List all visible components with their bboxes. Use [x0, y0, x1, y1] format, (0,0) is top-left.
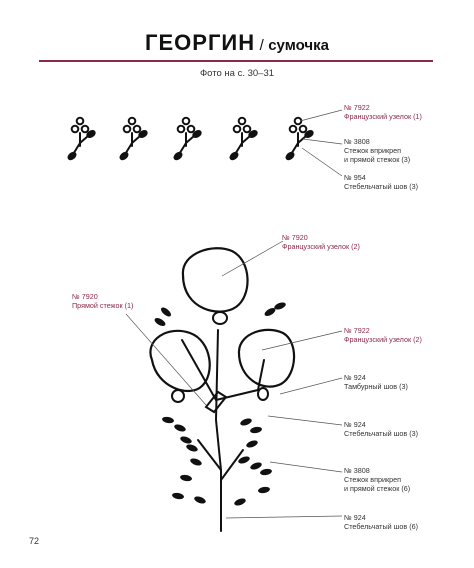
label-num: № 924 — [344, 420, 366, 429]
left-calyx — [172, 390, 184, 402]
label-7922-top — [344, 103, 422, 121]
label-text: Французский узелок (1) — [344, 112, 422, 121]
label-7920-french-knot — [282, 233, 360, 251]
right-blossom — [239, 330, 294, 387]
leader-lines — [126, 110, 342, 518]
label-num: № 3808 — [344, 466, 370, 475]
label-text: Стебельчатый шов (6) — [344, 522, 418, 531]
top-blossom — [183, 248, 248, 311]
label-text: Стежок вприкреп — [344, 146, 402, 155]
label-num: № 954 — [344, 173, 366, 182]
small-sprig-1 — [67, 118, 95, 161]
small-sprig-2 — [119, 118, 147, 161]
label-7920-straight-stitch — [72, 292, 133, 310]
label-text: Стебельчатый шов (3) — [344, 182, 418, 191]
label-7922-french-knot — [344, 326, 422, 344]
label-3808-top — [344, 137, 410, 164]
label-text: Стебельчатый шов (3) — [344, 429, 418, 438]
label-text: Тамбурный шов (3) — [344, 382, 408, 391]
label-num: № 924 — [344, 373, 366, 382]
main-stem — [216, 330, 221, 531]
label-num: № 7920 — [282, 233, 308, 242]
label-text: Стежок вприкреп — [344, 475, 402, 484]
label-num: № 7920 — [72, 292, 98, 301]
label-num: № 924 — [344, 513, 366, 522]
label-text: Прямой стежок (1) — [72, 301, 134, 310]
small-sprig-4 — [229, 118, 257, 161]
label-text: Французский узелок (2) — [282, 242, 360, 251]
label-text: Французский узелок (2) — [344, 335, 422, 344]
label-3808-main — [344, 466, 410, 493]
title-slash: / — [259, 37, 264, 54]
top-calyx — [213, 312, 227, 324]
photo-reference: Фото на с. 30–31 — [199, 68, 275, 79]
small-sprig-3 — [173, 118, 201, 161]
title-main: ГЕОРГИН — [145, 30, 256, 55]
left-blossom — [150, 331, 209, 391]
small-sprig-5 — [285, 118, 313, 161]
label-924-chain — [344, 373, 408, 391]
page-number: 72 — [29, 536, 40, 546]
label-924-stem-6 — [344, 513, 418, 531]
label-num: № 7922 — [344, 326, 370, 335]
label-924-stem-3 — [344, 420, 418, 438]
label-num: № 7922 — [344, 103, 370, 112]
label-954-top — [344, 173, 418, 191]
label-text-2: и прямой стежок (6) — [344, 484, 411, 493]
right-calyx — [258, 388, 268, 400]
label-num: № 3808 — [344, 137, 370, 146]
title-subtitle: сумочка — [268, 37, 329, 54]
label-text-2: и прямой стежок (3) — [344, 155, 411, 164]
